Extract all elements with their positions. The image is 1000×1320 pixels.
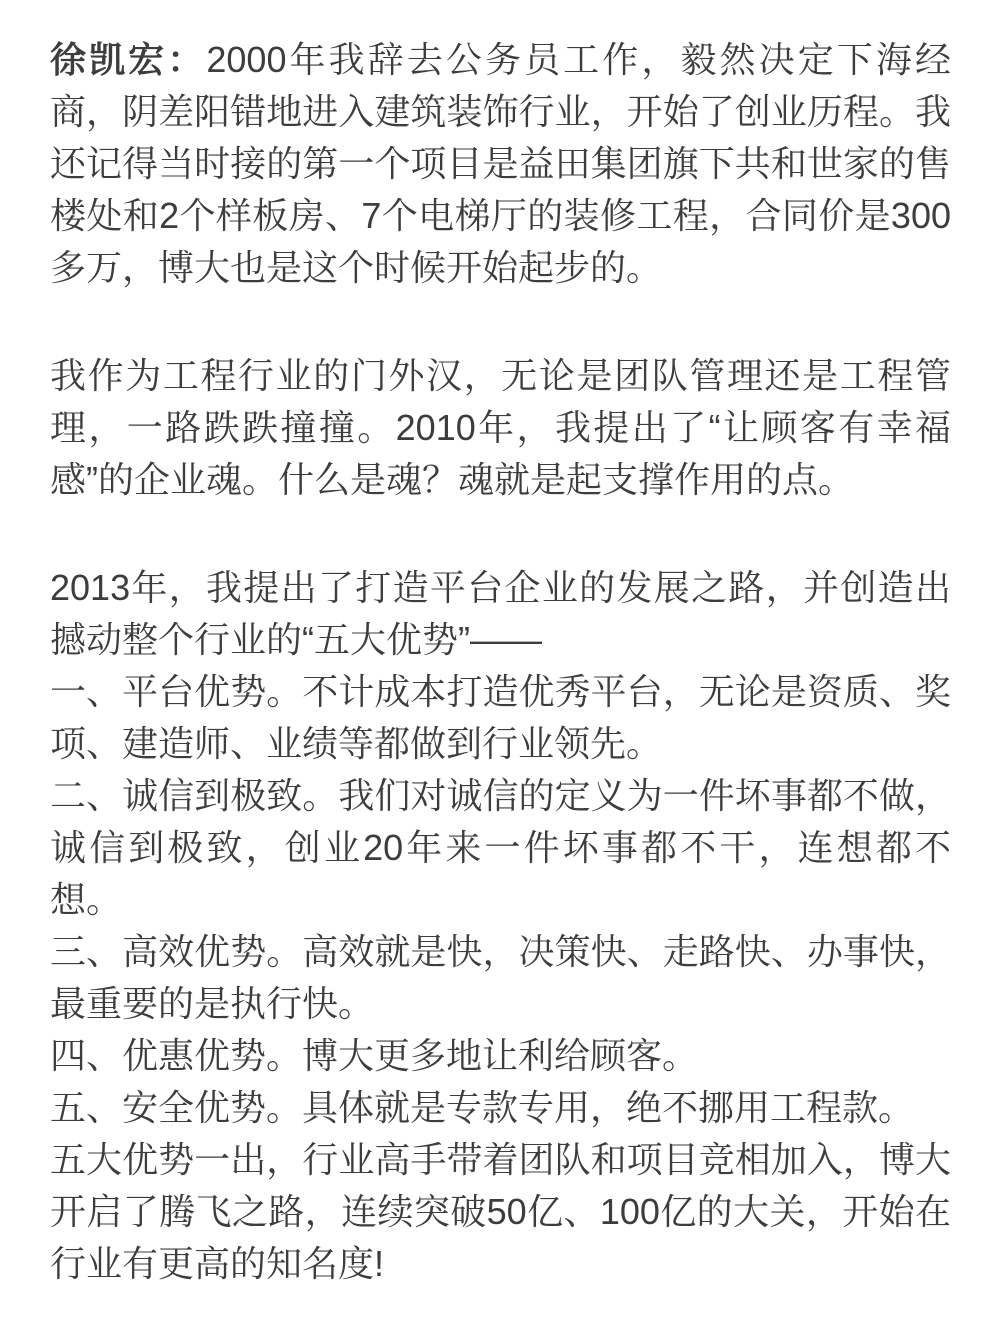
five-advantages-outro: 五大优势一出，行业高手带着团队和项目竞相加入，博大开启了腾飞之路，连续突破50亿、100亿的大关，开始在行业有更高的知名度! (50, 1139, 951, 1284)
advantage-item-4: 四、优惠优势。博大更多地让利给顾客。 (50, 1035, 699, 1076)
paragraph-intro-text: 2000年我辞去公务员工作，毅然决定下海经商，阴差阳错地进入建筑装饰行业，开始了创业历程。我还记得当时接的第一个项目是益田集团旗下共和世家的售楼处和2个样板房、7个电梯厅的装修工程，合同价是300多万，博大也是这个时候开始起步的。 (50, 39, 951, 288)
paragraph-five-advantages (50, 562, 951, 1290)
paragraph-enterprise-soul (50, 350, 951, 506)
speaker-name: 徐凯宏： (50, 39, 207, 80)
five-advantages-intro: 2013年，我提出了打造平台企业的发展之路，并创造出撼动整个行业的“五大优势”—— (50, 567, 951, 660)
advantage-item-3: 三、高效优势。高效就是快，决策快、走路快、办事快，最重要的是执行快。 (50, 931, 951, 1024)
paragraph-enterprise-soul-text: 我作为工程行业的门外汉，无论是团队管理还是工程管理，一路跌跌撞撞。2010年，我提出了“让顾客有幸福感”的企业魂。什么是魂？魂就是起支撑作用的点。 (50, 355, 951, 500)
advantage-item-1: 一、平台优势。不计成本打造优秀平台，无论是资质、奖项、建造师、业绩等都做到行业领先。 (50, 671, 951, 764)
advantage-item-2: 二、诚信到极致。我们对诚信的定义为一件坏事都不做，诚信到极致，创业20年来一件坏事都不干，连想都不想。 (50, 775, 951, 920)
advantage-item-5: 五、安全优势。具体就是专款专用，绝不挪用工程款。 (50, 1087, 915, 1128)
paragraph-intro (50, 34, 951, 294)
